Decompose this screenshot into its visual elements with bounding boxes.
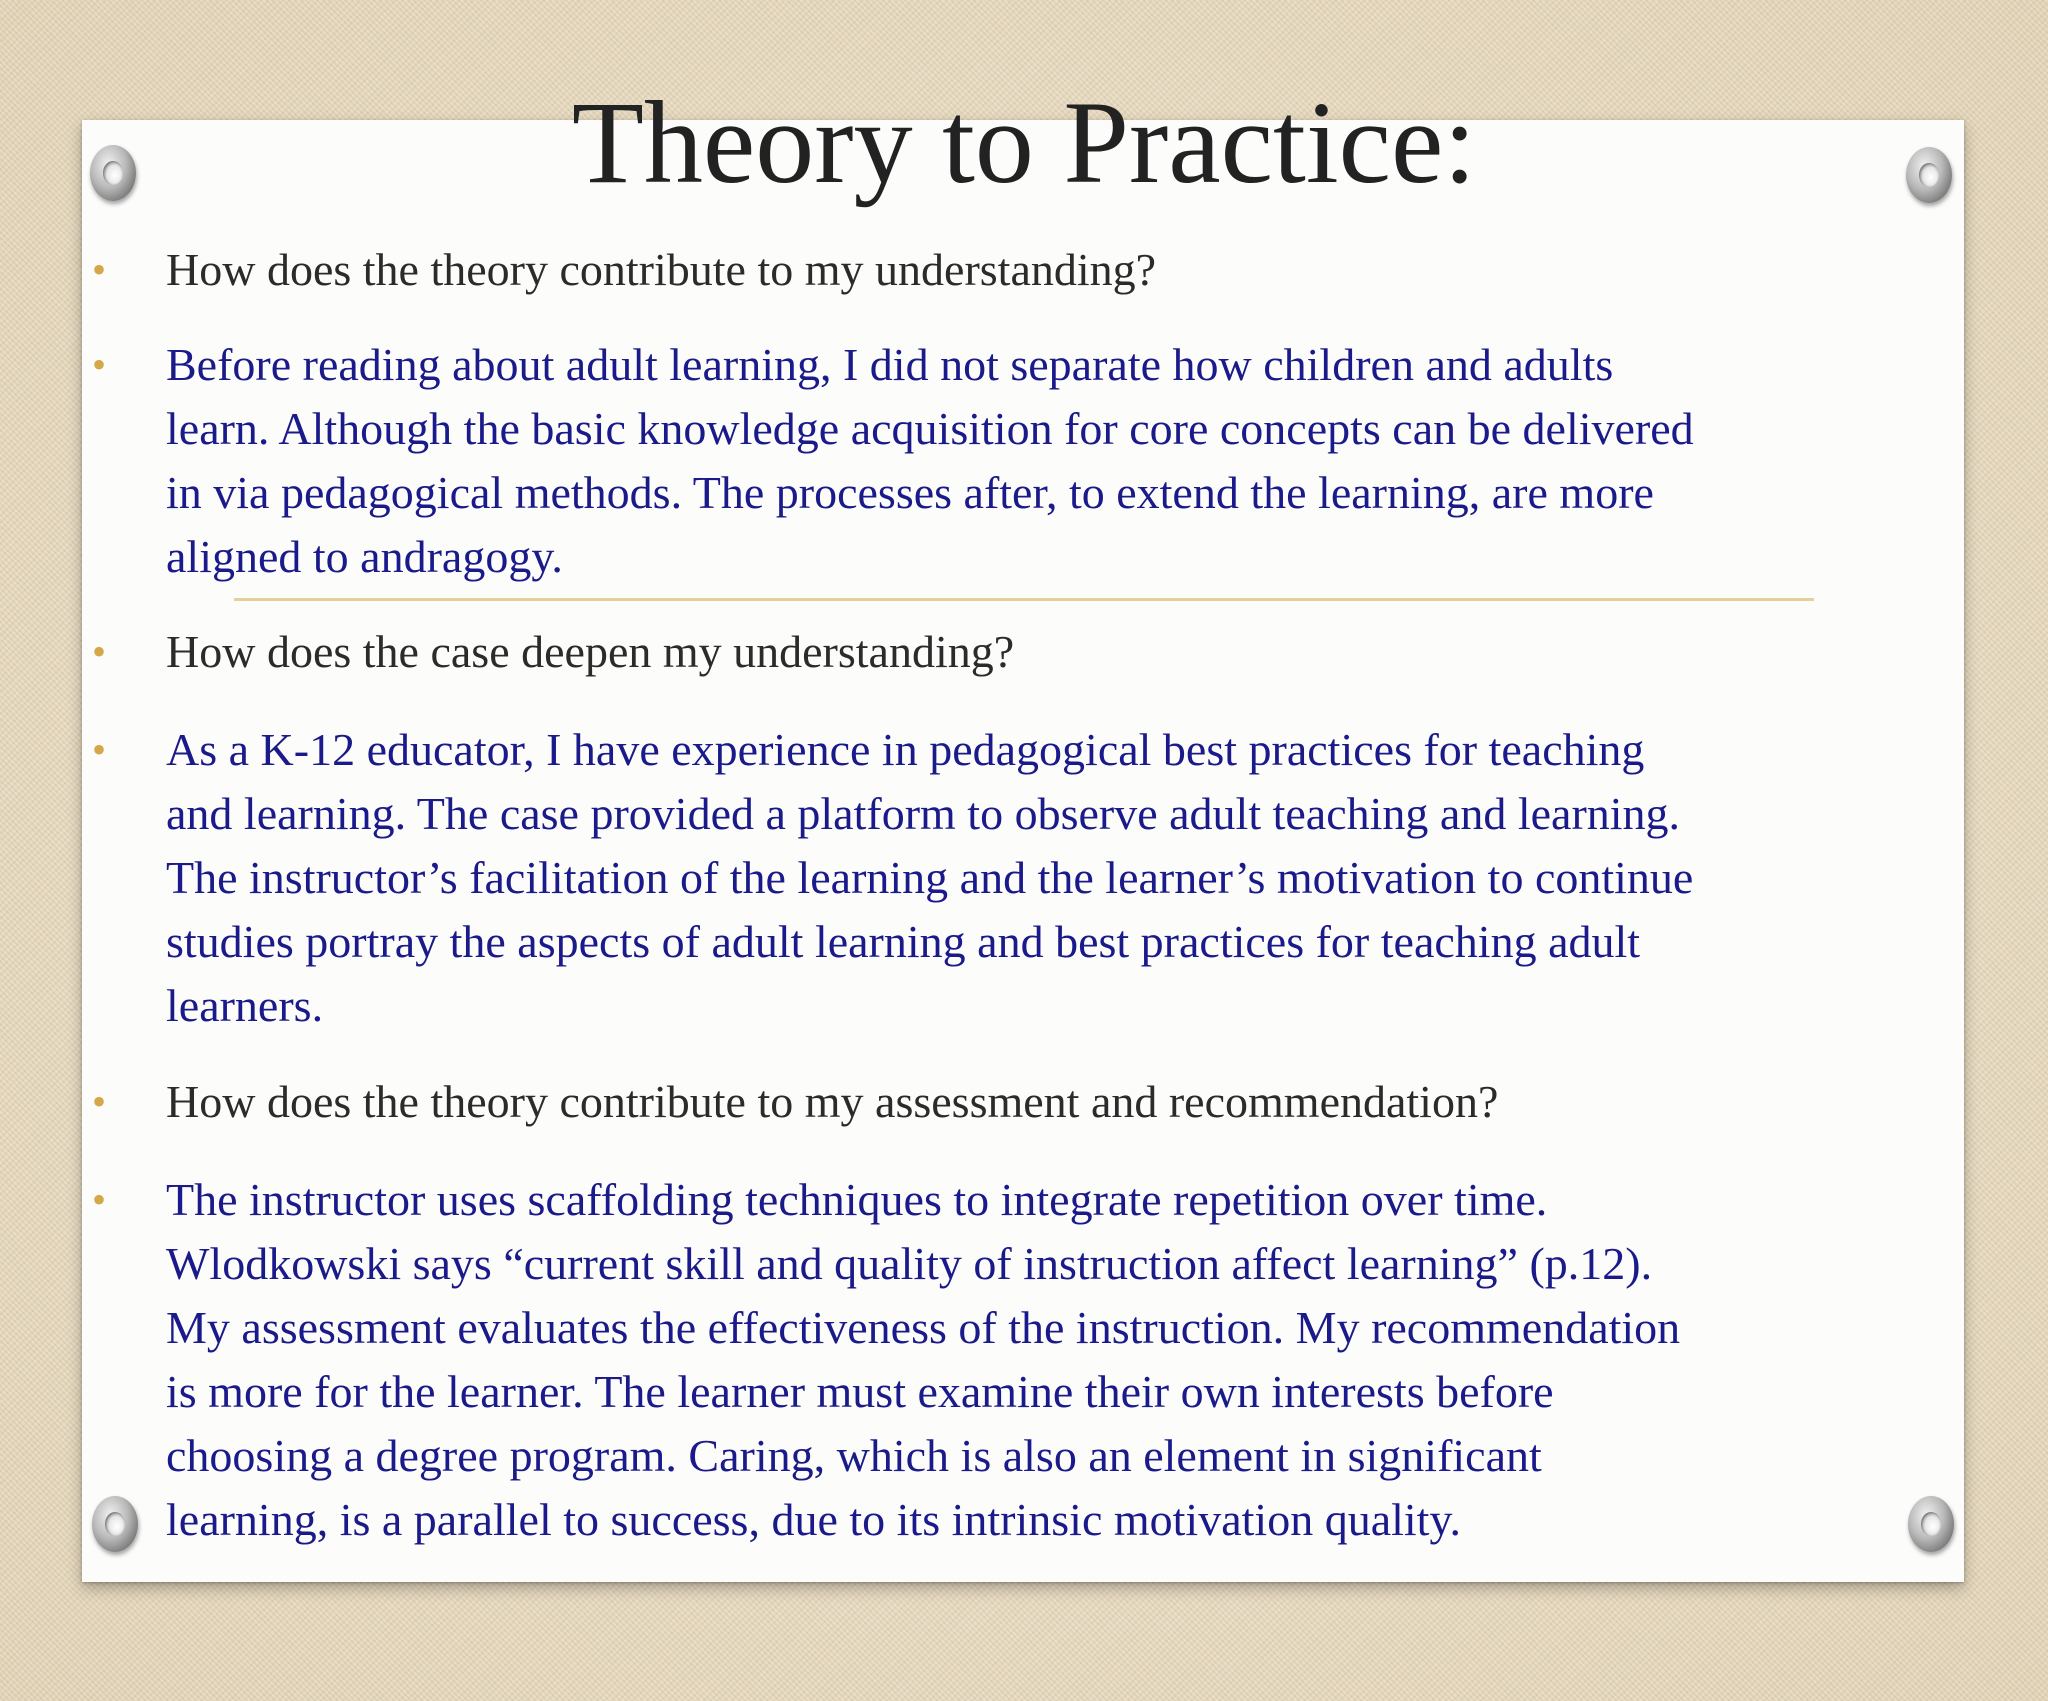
bullet-question bbox=[92, 1070, 1972, 1134]
bullet-dot-icon: • bbox=[92, 727, 107, 772]
text-line: learners. bbox=[166, 980, 324, 1031]
bullet-question bbox=[92, 238, 1972, 302]
bullet-text bbox=[166, 333, 1972, 589]
bullet-text: How does the theory contribute to my assessment and recommendation? bbox=[166, 1076, 1499, 1127]
text-line: The instructor’s facilitation of the learning and the learner’s motivation to continue bbox=[166, 852, 1694, 903]
bullet-dot-icon: • bbox=[92, 247, 107, 292]
text-line: As a K-12 educator, I have experience in pedagogical best practices for teaching bbox=[166, 724, 1645, 775]
text-line: The instructor uses scaffolding techniques to integrate repetition over time. bbox=[166, 1174, 1548, 1225]
text-line: in via pedagogical methods. The processes after, to extend the learning, are more bbox=[166, 467, 1654, 518]
text-line: learning, is a parallel to success, due to its intrinsic motivation quality. bbox=[166, 1494, 1461, 1545]
text-line: and learning. The case provided a platform to observe adult teaching and learning. bbox=[166, 788, 1681, 839]
text-line: choosing a degree program. Caring, which is also an element in significant bbox=[166, 1430, 1542, 1481]
text-line: studies portray the aspects of adult learning and best practices for teaching adult bbox=[166, 916, 1641, 967]
bullet-dot-icon: • bbox=[92, 1079, 107, 1124]
bullet-text bbox=[166, 1168, 1972, 1552]
bullet-text bbox=[166, 718, 1972, 1038]
text-line: is more for the learner. The learner must examine their own interests before bbox=[166, 1366, 1554, 1417]
bullet-dot-icon: • bbox=[92, 629, 107, 674]
bullet-question bbox=[92, 620, 1972, 684]
text-line: aligned to andragogy. bbox=[166, 531, 563, 582]
bullet-answer bbox=[92, 333, 1972, 589]
bullet-dot-icon: • bbox=[92, 342, 107, 387]
text-line: My assessment evaluates the effectiveness of the instruction. My recommendation bbox=[166, 1302, 1681, 1353]
bullet-text: How does the theory contribute to my understanding? bbox=[166, 244, 1157, 295]
divider-line bbox=[234, 598, 1814, 601]
text-line: Wlodkowski says “current skill and quality of instruction affect learning” (p.12). bbox=[166, 1238, 1653, 1289]
bullet-answer bbox=[92, 718, 1972, 1038]
text-line: learn. Although the basic knowledge acquisition for core concepts can be delivered bbox=[166, 403, 1694, 454]
bullet-text: How does the case deepen my understanding? bbox=[166, 626, 1015, 677]
bullet-dot-icon: • bbox=[92, 1177, 107, 1222]
bullet-answer bbox=[92, 1168, 1972, 1552]
text-line: Before reading about adult learning, I did not separate how children and adults bbox=[166, 339, 1614, 390]
slide-title: Theory to Practice: bbox=[571, 77, 1477, 208]
